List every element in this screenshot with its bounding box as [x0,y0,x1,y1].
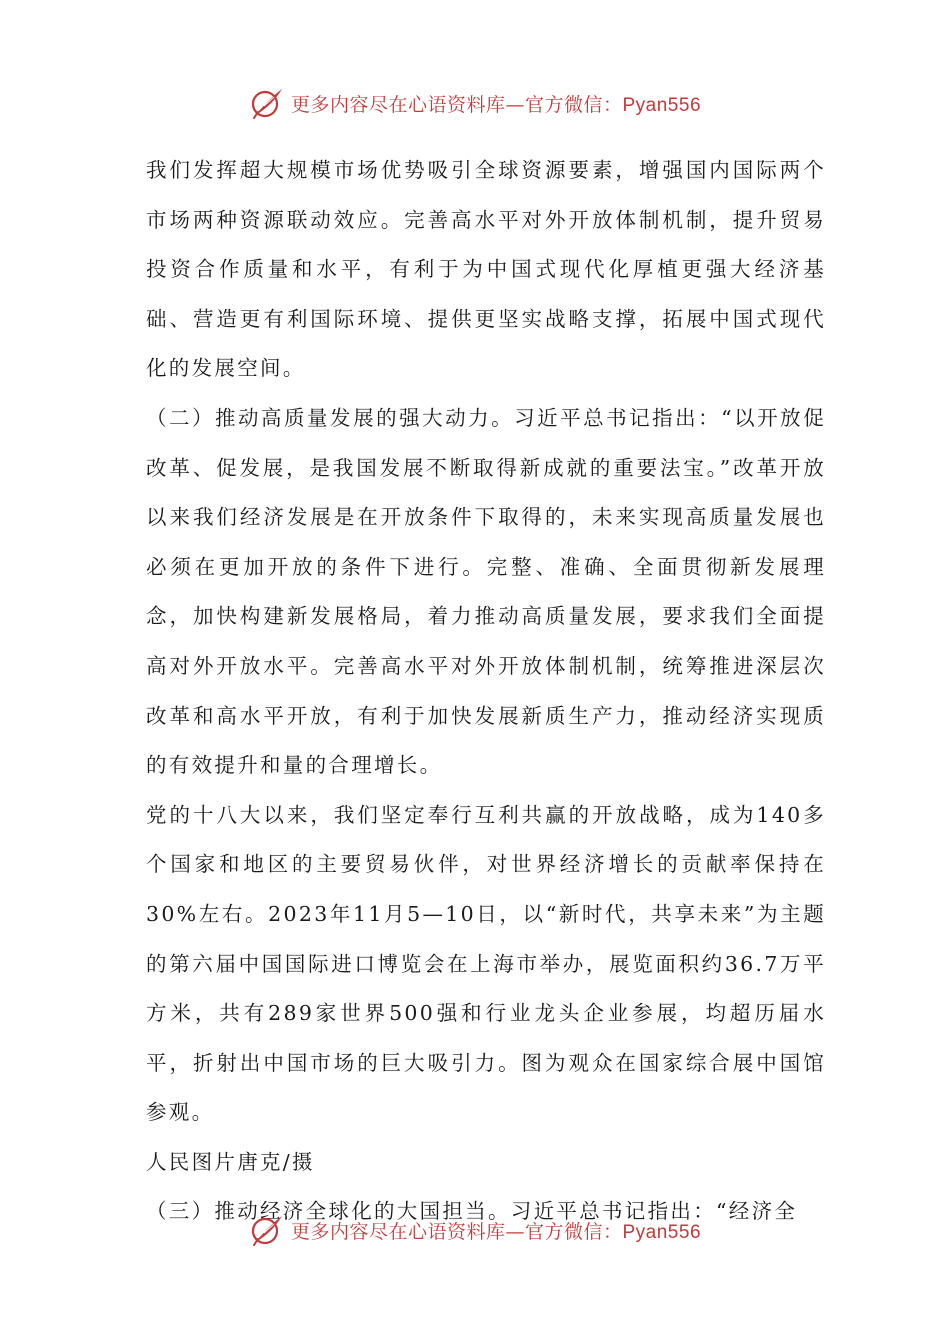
quill-pen-circle-icon [249,1212,285,1248]
footer-banner-text: 更多内容尽在心语资料库—官方微信：Pyan556 [290,1220,702,1243]
quill-pen-circle-icon [249,85,285,121]
paragraph-opening-advantages: 我们发挥超大规模市场优势吸引全球资源要素，增强国内国际两个市场两种资源联动效应。完善高水平对外开放体制机制，提升贸易投资合作质量和水平，有利于为中国式现代化厚植更强大经济基础、营造更有利国际环境、提供更坚实战略支撑，拓展中国式现代化的发展空间。 [146,158,826,381]
footer-banner [0,1208,950,1252]
paragraph-section-three: （三）推动经济全球化的大国担当。习近平总书记指出：“经济全 [146,1199,798,1224]
header-banner [0,81,950,125]
paragraph-photo-description: 党的十八大以来，我们坚定奉行互利共赢的开放战略，成为140多个国家和地区的主要贸易伙伴，对世界经济增长的贡献率保持在30%左右。2023年11月5—10日，以“新时代，共享未来”为主题的第六届中国国际进口博览会在上海市举办，展览面积约36.7万平方米，共有289家世界500强和行业龙头企业参展，均超历届水平，折射出中国市场的巨大吸引力。图为观众在国家综合展中国馆参观。 [146,802,826,1125]
paragraph-section-two: （二）推动高质量发展的强大动力。习近平总书记指出：“以开放促改革、促发展，是我国发展不断取得新成就的重要法宝。”改革开放以来我们经济发展是在开放条件下取得的，未来实现高质量发展也必须在更加开放的条件下进行。完整、准确、全面贯彻新发展理念，加快构建新发展格局，着力推动高质量发展，要求我们全面提高对外开放水平。完善高水平对外开放体制机制，统筹推进深层次改革和高水平开放，有利于加快发展新质生产力，推动经济实现质的有效提升和量的合理增长。 [146,405,826,778]
header-banner-text: 更多内容尽在心语资料库—官方微信：Pyan556 [290,93,702,116]
document-body [146,146,826,1237]
footer-wechat-id: Pyan556 [622,1221,702,1243]
header-wechat-id: Pyan556 [622,94,702,116]
photo-credit: 人民图片唐克/摄 [146,1149,315,1174]
